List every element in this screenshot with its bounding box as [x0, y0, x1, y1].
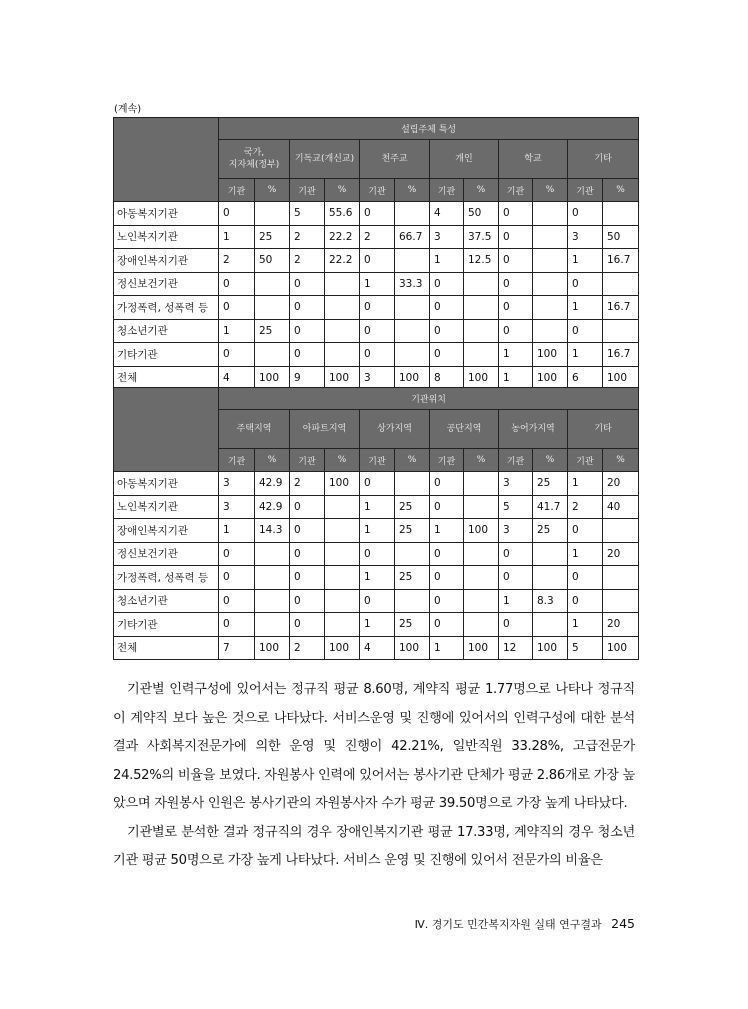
data-cell	[255, 343, 290, 367]
data-cell: 100	[533, 636, 568, 660]
row-label: 정신보건기관	[114, 542, 219, 566]
page-footer	[415, 916, 635, 932]
category-header: 공단지역	[430, 410, 499, 449]
row-label: 청소년기관	[114, 589, 219, 613]
data-cell: 0	[290, 566, 325, 590]
data-cell: 100	[603, 636, 639, 660]
data-cell: 100	[464, 366, 499, 390]
category-header: 농어가지역	[499, 410, 568, 449]
table-row	[114, 589, 639, 613]
table-row	[114, 519, 639, 543]
data-cell: 3	[568, 225, 603, 249]
data-cell: 0	[290, 495, 325, 519]
data-cell: 14.3	[255, 519, 290, 543]
data-cell: 100	[395, 636, 430, 660]
data-cell	[325, 566, 360, 590]
data-cell: 0	[568, 319, 603, 343]
row-label: 정신보건기관	[114, 272, 219, 296]
data-cell: 37.5	[464, 225, 499, 249]
data-cell: 1	[219, 225, 255, 249]
sub-header: %	[464, 449, 499, 472]
data-cell	[464, 343, 499, 367]
data-cell	[395, 296, 430, 320]
data-cell	[533, 225, 568, 249]
sub-header: 기관	[290, 449, 325, 472]
row-label: 기타기관	[114, 343, 219, 367]
data-cell: 1	[360, 495, 395, 519]
data-cell: 0	[360, 343, 395, 367]
data-cell	[464, 472, 499, 496]
data-cell: 0	[430, 296, 464, 320]
data-cell	[464, 566, 499, 590]
data-cell: 100	[255, 366, 290, 390]
row-label: 장애인복지기관	[114, 249, 219, 273]
data-cell: 8	[430, 366, 464, 390]
data-cell: 3	[430, 225, 464, 249]
data-cell: 16.7	[603, 249, 639, 273]
table-row	[114, 272, 639, 296]
data-cell: 0	[290, 589, 325, 613]
table-row	[114, 319, 639, 343]
data-cell: 0	[568, 519, 603, 543]
table-row	[114, 542, 639, 566]
data-cell: 50	[603, 225, 639, 249]
data-cell	[325, 542, 360, 566]
sub-header: 기관	[430, 179, 464, 202]
data-cell: 1	[568, 472, 603, 496]
data-cell: 5	[499, 495, 533, 519]
data-cell: 0	[360, 589, 395, 613]
data-cell	[464, 542, 499, 566]
data-cell: 100	[533, 366, 568, 390]
data-cell: 0	[499, 296, 533, 320]
data-cell	[533, 202, 568, 226]
data-cell: 41.7	[533, 495, 568, 519]
row-label: 전체	[114, 366, 219, 390]
data-cell	[255, 613, 290, 637]
data-cell: 7	[219, 636, 255, 660]
category-header: 천주교	[360, 140, 430, 179]
data-cell: 0	[430, 495, 464, 519]
data-cell: 0	[430, 272, 464, 296]
row-label: 노인복지기관	[114, 225, 219, 249]
data-cell	[325, 589, 360, 613]
data-cell: 0	[360, 319, 395, 343]
data-cell	[533, 613, 568, 637]
row-label: 가정폭력, 성폭력 등	[114, 566, 219, 590]
data-cell: 25	[395, 519, 430, 543]
data-cell: 20	[603, 542, 639, 566]
data-cell: 33.3	[395, 272, 430, 296]
data-cell: 3	[499, 519, 533, 543]
data-cell: 0	[568, 272, 603, 296]
data-cell: 0	[430, 542, 464, 566]
data-cell: 0	[430, 343, 464, 367]
data-cell: 0	[568, 566, 603, 590]
data-cell: 0	[219, 343, 255, 367]
category-header: 개인	[430, 140, 499, 179]
data-cell	[533, 296, 568, 320]
data-cell	[325, 613, 360, 637]
data-cell: 100	[395, 366, 430, 390]
data-cell: 0	[568, 589, 603, 613]
data-cell: 3	[499, 472, 533, 496]
data-cell: 0	[360, 202, 395, 226]
sub-header: 기관	[360, 179, 395, 202]
data-cell	[325, 296, 360, 320]
data-cell	[533, 272, 568, 296]
data-cell: 1	[360, 613, 395, 637]
table-row	[114, 613, 639, 637]
data-cell: 0	[219, 613, 255, 637]
data-cell: 50	[255, 249, 290, 273]
table-row	[114, 343, 639, 367]
data-cell: 3	[219, 495, 255, 519]
data-cell: 20	[603, 613, 639, 637]
data-cell	[464, 589, 499, 613]
sub-header: 기관	[360, 449, 395, 472]
data-cell: 0	[219, 296, 255, 320]
location-table	[113, 387, 639, 660]
data-cell: 1	[568, 343, 603, 367]
data-cell: 0	[499, 225, 533, 249]
data-cell	[533, 319, 568, 343]
data-cell: 2	[360, 225, 395, 249]
data-cell	[395, 319, 430, 343]
data-cell	[325, 343, 360, 367]
sub-header: %	[464, 179, 499, 202]
data-cell: 5	[290, 202, 325, 226]
data-cell: 2	[290, 636, 325, 660]
row-label: 기타기관	[114, 613, 219, 637]
header-corner	[114, 388, 219, 472]
data-cell: 0	[499, 202, 533, 226]
data-cell: 0	[360, 296, 395, 320]
group-header: 설립주체 특성	[219, 118, 639, 140]
data-cell: 22.2	[325, 249, 360, 273]
data-cell: 3	[360, 366, 395, 390]
category-header: 상가지역	[360, 410, 430, 449]
page-number: 245	[611, 916, 635, 931]
group-header: 기관위치	[219, 388, 639, 410]
paragraph-1: 기관별 인력구성에 있어서는 정규직 평균 8.60명, 계약직 평균 1.77명으로 나타나 정규직이 계약직 보다 높은 것으로 나타났다. 서비스운영 및 진행에 있어서의 인력구성에 대한 분석결과 사회복지전문가에 의한 운영 및 진행이 42.21%, 일반직원 33.28%, 고급전문가 24.52%의 비율을 보였다. 자원봉사 인력에 있어서는 봉사기관 단체가 평균 2.86개로 가장 높았으며 자원봉사 인원은 봉사기관의 자원봉사자 수가 평균 39.50명으로 가장 높게 나타났다.	[113, 682, 635, 811]
data-cell: 25	[395, 613, 430, 637]
data-cell: 0	[499, 542, 533, 566]
data-cell: 0	[430, 319, 464, 343]
data-cell: 1	[499, 343, 533, 367]
sub-header: %	[255, 449, 290, 472]
sub-header: 기관	[219, 449, 255, 472]
data-cell: 1	[568, 613, 603, 637]
data-cell: 16.7	[603, 296, 639, 320]
data-cell: 100	[255, 636, 290, 660]
data-cell	[533, 249, 568, 273]
table-row	[114, 225, 639, 249]
sub-header: %	[395, 449, 430, 472]
data-cell	[533, 566, 568, 590]
data-cell: 25	[395, 566, 430, 590]
data-cell: 0	[290, 542, 325, 566]
data-cell: 1	[430, 519, 464, 543]
sub-header: 기관	[219, 179, 255, 202]
data-cell: 4	[430, 202, 464, 226]
row-label: 전체	[114, 636, 219, 660]
data-cell: 1	[430, 636, 464, 660]
data-cell: 1	[360, 519, 395, 543]
data-cell: 42.9	[255, 495, 290, 519]
paragraph-2: 기관별로 분석한 결과 정규직의 경우 장애인복지기관 평균 17.33명, 계약직의 경우 청소년기관 평균 50명으로 가장 높게 나타났다. 서비스 운영 및 진행에 있어서 전문가의 비율은	[113, 824, 635, 868]
data-cell: 0	[219, 272, 255, 296]
data-cell	[603, 566, 639, 590]
data-cell: 25	[395, 495, 430, 519]
sub-header: %	[603, 179, 639, 202]
data-cell: 20	[603, 472, 639, 496]
data-cell: 0	[430, 589, 464, 613]
row-label: 장애인복지기관	[114, 519, 219, 543]
data-cell: 2	[290, 225, 325, 249]
data-cell	[603, 319, 639, 343]
data-cell: 0	[360, 542, 395, 566]
data-cell: 25	[533, 519, 568, 543]
data-cell: 40	[603, 495, 639, 519]
data-cell	[255, 566, 290, 590]
data-cell: 0	[499, 566, 533, 590]
data-cell	[325, 319, 360, 343]
data-cell	[255, 296, 290, 320]
data-cell	[395, 249, 430, 273]
row-label: 아동복지기관	[114, 472, 219, 496]
chapter-title: Ⅳ. 경기도 민간복지자원 실태 연구결과	[414, 918, 602, 931]
data-cell: 8.3	[533, 589, 568, 613]
table-row	[114, 296, 639, 320]
data-cell: 0	[499, 613, 533, 637]
table-row	[114, 495, 639, 519]
table-row	[114, 202, 639, 226]
sub-header: 기관	[568, 179, 603, 202]
data-cell: 66.7	[395, 225, 430, 249]
data-cell: 6	[568, 366, 603, 390]
sub-header: %	[325, 449, 360, 472]
data-cell: 0	[219, 202, 255, 226]
data-cell: 0	[360, 472, 395, 496]
sub-header: 기관	[430, 449, 464, 472]
row-label: 아동복지기관	[114, 202, 219, 226]
data-cell	[603, 519, 639, 543]
data-cell: 0	[430, 566, 464, 590]
data-cell: 25	[255, 225, 290, 249]
data-cell: 0	[290, 613, 325, 637]
data-cell: 100	[533, 343, 568, 367]
data-cell	[395, 343, 430, 367]
data-cell	[464, 319, 499, 343]
data-cell: 100	[464, 519, 499, 543]
data-cell: 1	[499, 366, 533, 390]
data-cell	[395, 202, 430, 226]
data-cell: 100	[464, 636, 499, 660]
data-cell: 0	[360, 249, 395, 273]
data-cell: 25	[533, 472, 568, 496]
data-cell: 1	[568, 249, 603, 273]
data-cell: 1	[360, 272, 395, 296]
data-cell	[395, 472, 430, 496]
sub-header: %	[603, 449, 639, 472]
header-corner	[114, 118, 219, 202]
data-cell	[533, 542, 568, 566]
data-cell: 0	[290, 319, 325, 343]
data-cell	[325, 272, 360, 296]
table-row	[114, 566, 639, 590]
data-cell: 0	[219, 566, 255, 590]
data-cell: 16.7	[603, 343, 639, 367]
establishment-table	[113, 117, 639, 390]
data-cell: 2	[290, 249, 325, 273]
data-cell: 2	[219, 249, 255, 273]
data-cell: 0	[290, 343, 325, 367]
data-cell: 5	[568, 636, 603, 660]
data-cell: 2	[290, 472, 325, 496]
sub-header: %	[255, 179, 290, 202]
data-cell: 1	[568, 296, 603, 320]
category-header: 주택지역	[219, 410, 290, 449]
data-cell: 100	[325, 366, 360, 390]
sub-header: %	[325, 179, 360, 202]
data-cell	[395, 589, 430, 613]
data-cell	[255, 589, 290, 613]
sub-header: 기관	[290, 179, 325, 202]
continued-label: (계속)	[114, 104, 142, 115]
sub-header: 기관	[499, 179, 533, 202]
data-cell	[464, 613, 499, 637]
data-cell: 0	[290, 272, 325, 296]
sub-header: 기관	[568, 449, 603, 472]
category-header: 기독교(개신교)	[290, 140, 360, 179]
data-cell	[395, 542, 430, 566]
sub-header: %	[533, 449, 568, 472]
data-cell: 100	[325, 472, 360, 496]
sub-header: 기관	[499, 449, 533, 472]
data-cell: 4	[219, 366, 255, 390]
data-cell	[464, 495, 499, 519]
data-cell: 2	[568, 495, 603, 519]
data-cell	[255, 542, 290, 566]
data-cell	[603, 272, 639, 296]
data-cell: 50	[464, 202, 499, 226]
data-cell: 12	[499, 636, 533, 660]
data-cell: 42.9	[255, 472, 290, 496]
data-cell: 12.5	[464, 249, 499, 273]
data-cell	[325, 519, 360, 543]
data-cell: 0	[568, 202, 603, 226]
data-cell: 1	[499, 589, 533, 613]
data-cell	[325, 495, 360, 519]
category-header: 기타	[568, 140, 639, 179]
data-cell: 0	[430, 613, 464, 637]
sub-header: %	[395, 179, 430, 202]
data-cell: 0	[499, 319, 533, 343]
data-cell: 1	[219, 519, 255, 543]
data-cell: 0	[219, 542, 255, 566]
row-label: 노인복지기관	[114, 495, 219, 519]
data-cell: 22.2	[325, 225, 360, 249]
body-text	[113, 676, 635, 876]
data-cell: 0	[290, 296, 325, 320]
data-cell: 0	[290, 519, 325, 543]
table-row	[114, 366, 639, 390]
data-cell: 25	[255, 319, 290, 343]
row-label: 가정폭력, 성폭력 등	[114, 296, 219, 320]
data-cell: 9	[290, 366, 325, 390]
data-cell	[464, 272, 499, 296]
data-cell	[255, 202, 290, 226]
data-cell: 1	[568, 542, 603, 566]
data-cell	[255, 272, 290, 296]
sub-header: %	[533, 179, 568, 202]
data-cell: 100	[325, 636, 360, 660]
data-cell: 3	[219, 472, 255, 496]
data-cell	[603, 589, 639, 613]
data-cell: 1	[360, 566, 395, 590]
table-row	[114, 249, 639, 273]
data-cell: 100	[603, 366, 639, 390]
category-header: 기타	[568, 410, 639, 449]
data-cell: 4	[360, 636, 395, 660]
data-cell: 55.6	[325, 202, 360, 226]
data-cell: 0	[430, 472, 464, 496]
data-cell: 1	[219, 319, 255, 343]
data-cell: 0	[499, 272, 533, 296]
row-label: 청소년기관	[114, 319, 219, 343]
category-header: 국가, 지자체(정부)	[219, 140, 290, 179]
category-header: 아파트지역	[290, 410, 360, 449]
data-cell: 0	[219, 589, 255, 613]
data-cell	[603, 202, 639, 226]
table-row	[114, 636, 639, 660]
category-header: 학교	[499, 140, 568, 179]
data-cell: 0	[499, 249, 533, 273]
table-row	[114, 472, 639, 496]
data-cell: 1	[430, 249, 464, 273]
data-cell	[464, 296, 499, 320]
